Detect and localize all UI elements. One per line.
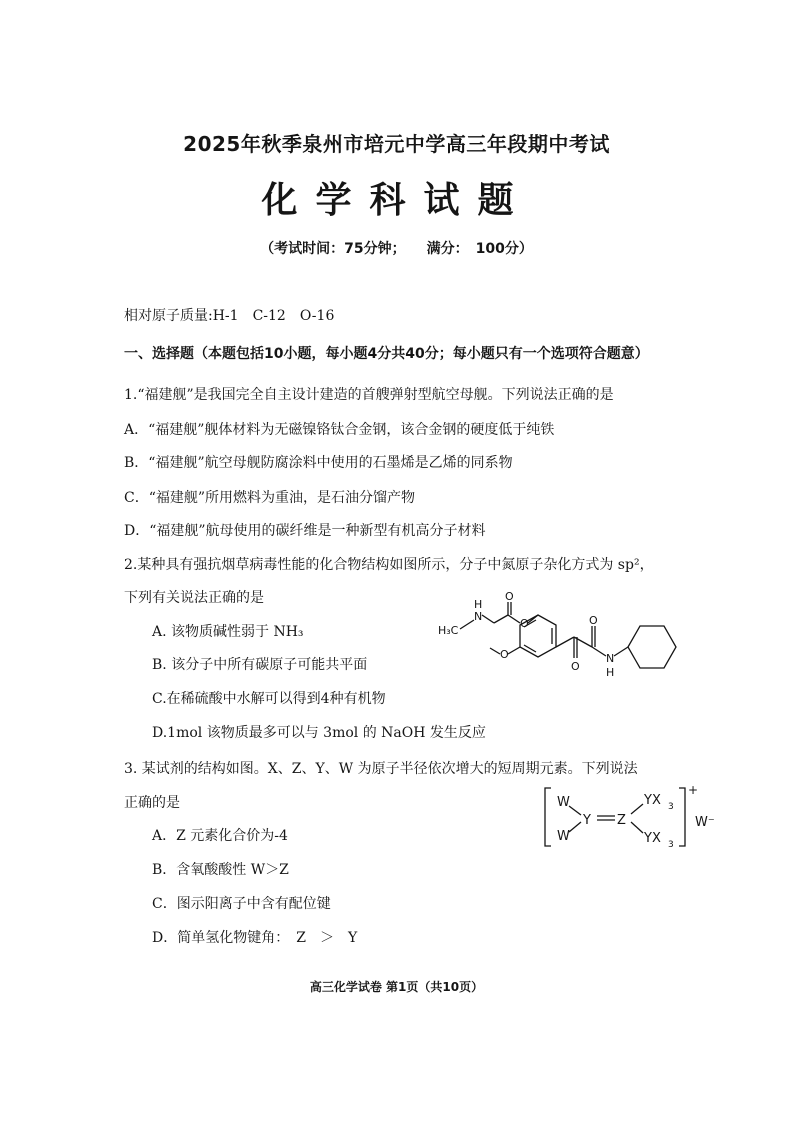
q1-option-c: C．“福建舰”所用燃料为重油，是石油分馏产物 xyxy=(124,490,416,506)
q3-label-yx3-bottom: YX xyxy=(644,831,661,846)
subject-title: 化学科试题 xyxy=(261,180,532,221)
q3-option-c: C．图示阳离子中含有配位键 xyxy=(152,896,331,912)
q2-option-a: A. 该物质碱性弱于 NH₃ xyxy=(152,624,304,640)
q2-label-n1: N xyxy=(474,610,483,623)
q2-label-n2: N xyxy=(606,652,615,665)
q3-option-a: A．Z 元素化合价为-4 xyxy=(152,828,288,844)
q3-label-sub3-top: 3 xyxy=(668,802,674,812)
q2-label-h1: H xyxy=(474,598,483,611)
q2-stem-line2: 下列有关说法正确的是 xyxy=(124,590,264,606)
q1-option-b: B．“福建舰”航空母舰防腐涂料中使用的石墨烯是乙烯的同系物 xyxy=(124,455,513,471)
q1-option-a: A．“福建舰”舰体材料为无磁镍铬钛合金钢，该合金钢的硬度低于纯铁 xyxy=(124,422,555,438)
atomic-mass: 相对原子质量:H-1 C-12 O-16 xyxy=(124,308,335,324)
q1-option-d: D．“福建舰”航母使用的碳纤维是一种新型有机高分子材料 xyxy=(124,523,486,539)
q1-stem: 1.“福建舰”是我国完全自主设计建造的首艘弹射型航空母舰。下列说法正确的是 xyxy=(124,387,614,403)
exam-info: （考试时间：75分钟； 满分： 100分） xyxy=(260,241,533,257)
exam-title: 2025年秋季泉州市培元中学高三年段期中考试 xyxy=(183,132,610,156)
q3-label-w2: W xyxy=(557,829,570,844)
q2-molecule-structure xyxy=(430,590,710,710)
page-footer: 高三化学试卷 第1页（共10页） xyxy=(309,980,484,994)
q3-label-yx3-top: YX xyxy=(644,793,661,808)
section-heading: 一、选择题（本题包括10小题，每小题4分共40分；每小题只有一个选项符合题意） xyxy=(124,346,649,362)
q2-label-ch3: H₃C xyxy=(438,624,459,637)
q2-option-c: C.在稀硫酸中水解可以得到4种有机物 xyxy=(152,691,386,707)
q3-label-z: Z xyxy=(617,813,626,828)
q3-label-y: Y xyxy=(583,813,591,828)
q3-label-plus: + xyxy=(688,783,699,797)
q2-label-o2: O xyxy=(520,617,529,630)
q3-stem-line1: 3. 某试剂的结构如图。X、Z、Y、W 为原子半径依次增大的短周期元素。下列说法 xyxy=(124,761,638,777)
q2-label-o1: O xyxy=(505,590,514,603)
q3-label-w1: W xyxy=(557,795,570,810)
q2-label-o3: O xyxy=(500,648,509,661)
q3-label-sub3-bottom: 3 xyxy=(668,840,674,850)
q3-stem-line2: 正确的是 xyxy=(124,795,180,811)
q3-option-d: D．简单氢化物键角： Z ＞ Y xyxy=(152,930,358,946)
q3-label-anion: W⁻ xyxy=(695,815,715,830)
q2-label-o4: O xyxy=(571,660,580,673)
q2-option-b: B. 该分子中所有碳原子可能共平面 xyxy=(152,657,368,673)
q2-stem-line1: 2.某种具有强抗烟草病毒性能的化合物结构如图所示，分子中氮原子杂化方式为 sp²， xyxy=(124,557,654,573)
q3-ion-structure xyxy=(535,782,735,854)
q2-label-h2: H xyxy=(606,666,615,679)
q2-label-o5: O xyxy=(589,614,598,627)
q2-option-d: D.1mol 该物质最多可以与 3mol 的 NaOH 发生反应 xyxy=(152,725,486,741)
q3-option-b: B．含氧酸酸性 W＞Z xyxy=(152,862,289,878)
